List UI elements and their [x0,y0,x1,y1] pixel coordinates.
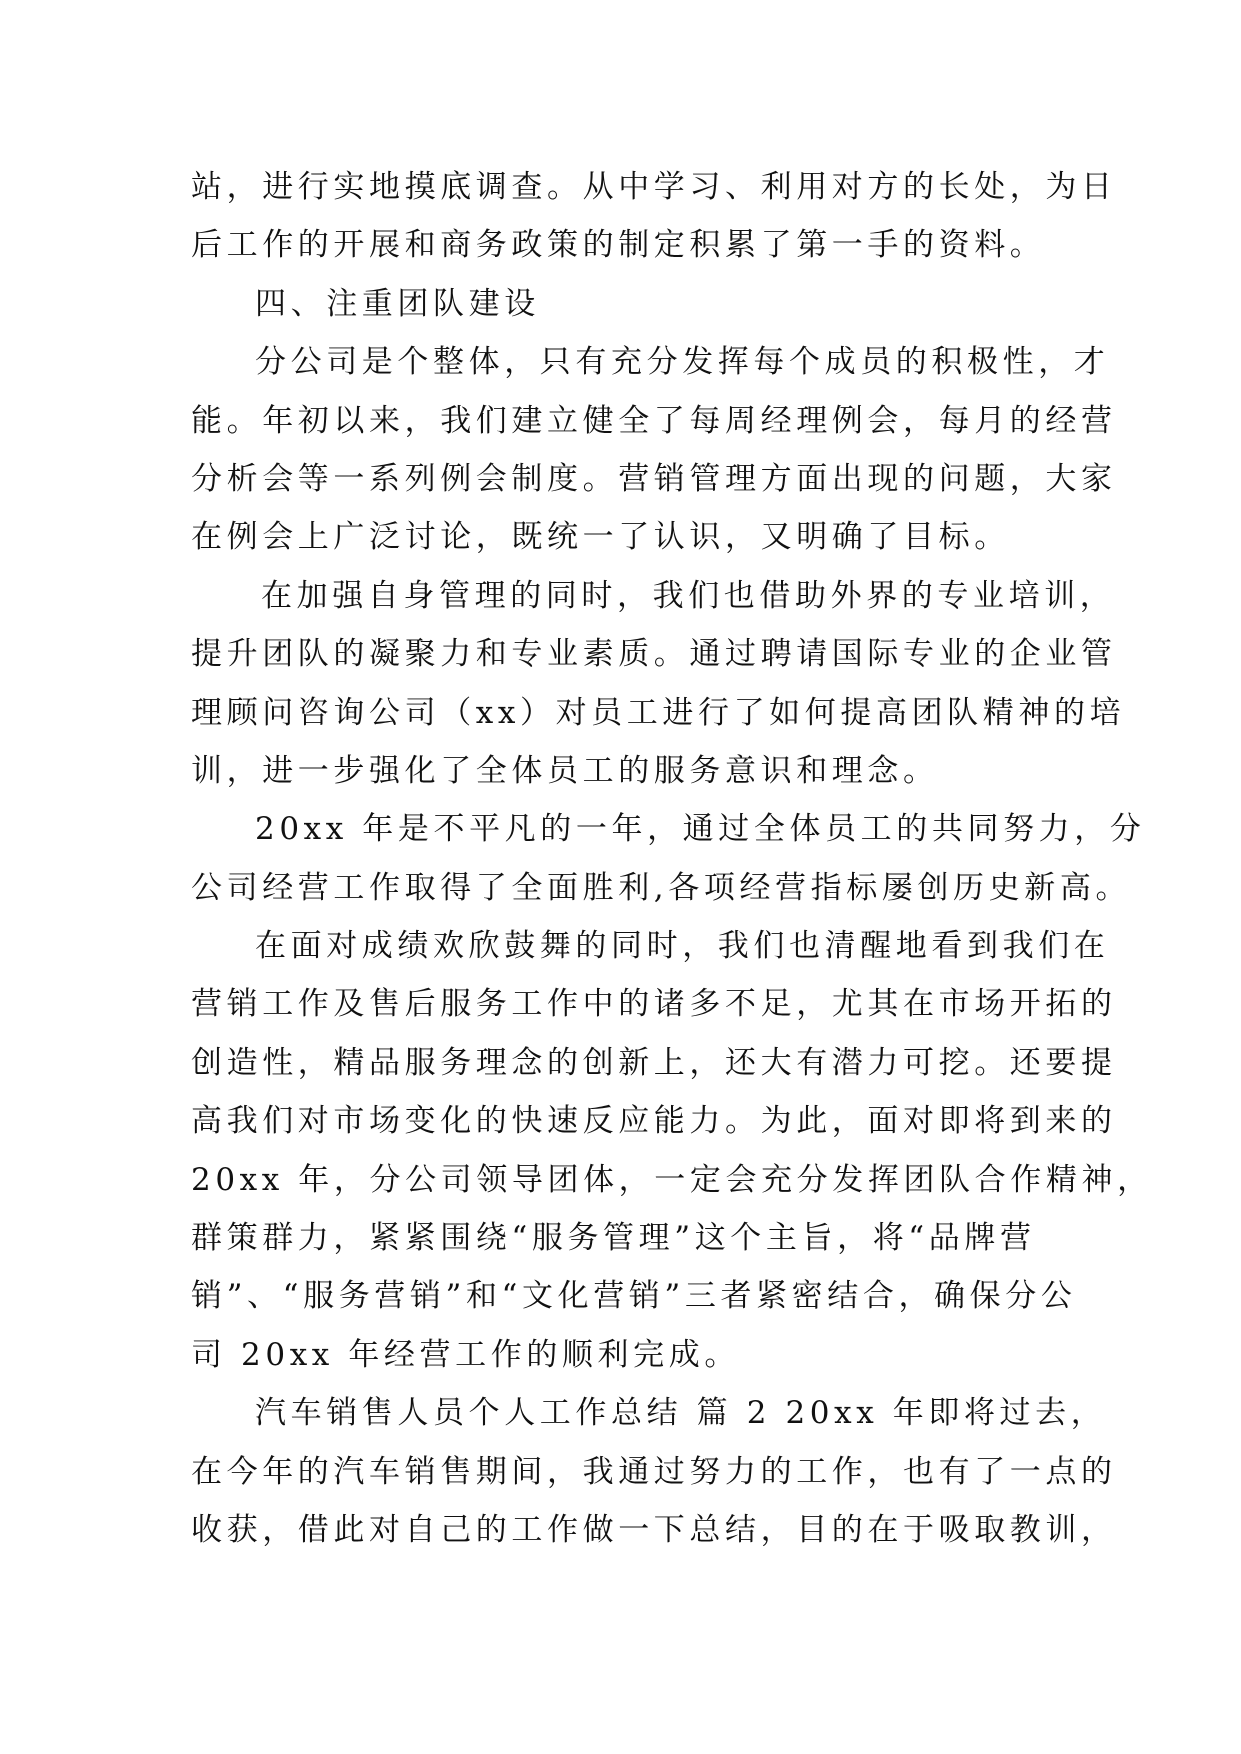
text-line: 在加强自身管理的同时，我们也借助外界的专业培训， [261,577,1116,614]
text-line: 能。年初以来，我们建立健全了每周经理例会，每月的经营 [191,402,1117,439]
text-line: 汽车销售人员个人工作总结 篇 2 20xx 年即将过去， [255,1395,1107,1432]
text-line: 在面对成绩欢欣鼓舞的同时，我们也清醒地看到我们在 [255,928,1110,965]
text-line: 营销工作及售后服务工作中的诸多不足，尤其在市场开拓的 [191,986,1117,1023]
document-body [191,158,1153,1559]
text-line: 在今年的汽车销售期间，我通过努力的工作，也有了一点的 [191,1453,1117,1490]
text-line: 训，进一步强化了全体员工的服务意识和理念。 [191,752,939,789]
text-line: 理顾问咨询公司（xx）对员工进行了如何提高团队精神的培 [191,694,1126,731]
text-line: 在例会上广泛讨论，既统一了认识，又明确了目标。 [191,519,1010,556]
text-line: 高我们对市场变化的快速反应能力。为此，面对即将到来的 [191,1103,1117,1140]
text-line: 提升团队的凝聚力和专业素质。通过聘请国际专业的企业管 [191,636,1117,673]
text-line: 收获，借此对自己的工作做一下总结，目的在于吸取教训， [191,1511,1117,1548]
text-line: 20xx 年是不平凡的一年，通过全体员工的共同努力，分 [255,811,1146,848]
text-line: 公司经营工作取得了全面胜利,各项经营指标屡创历史新高。 [191,869,1132,906]
text-line: 司 20xx 年经营工作的顺利完成。 [191,1336,740,1373]
text-line: 群策群力，紧紧围绕“服务管理”这个主旨，将“品牌营 [191,1220,1036,1257]
text-line: 20xx 年，分公司领导团体，一定会充分发挥团队合作精神， [191,1161,1153,1198]
text-line: 销”、“服务营销”和“文化营销”三者紧密结合，确保分公 [191,1278,1077,1315]
text-line: 分析会等一系列例会制度。营销管理方面出现的问题，大家 [191,460,1117,497]
section-heading: 四、注重团队建设 [255,285,540,322]
text-line: 后工作的开展和商务政策的制定积累了第一手的资料。 [191,227,1046,264]
text-line: 分公司是个整体，只有充分发挥每个成员的积极性，才 [255,344,1110,381]
text-line: 创造性，精品服务理念的创新上，还大有潜力可挖。还要提 [191,1044,1117,1081]
text-line: 站，进行实地摸底调查。从中学习、利用对方的长处，为日 [191,169,1117,205]
